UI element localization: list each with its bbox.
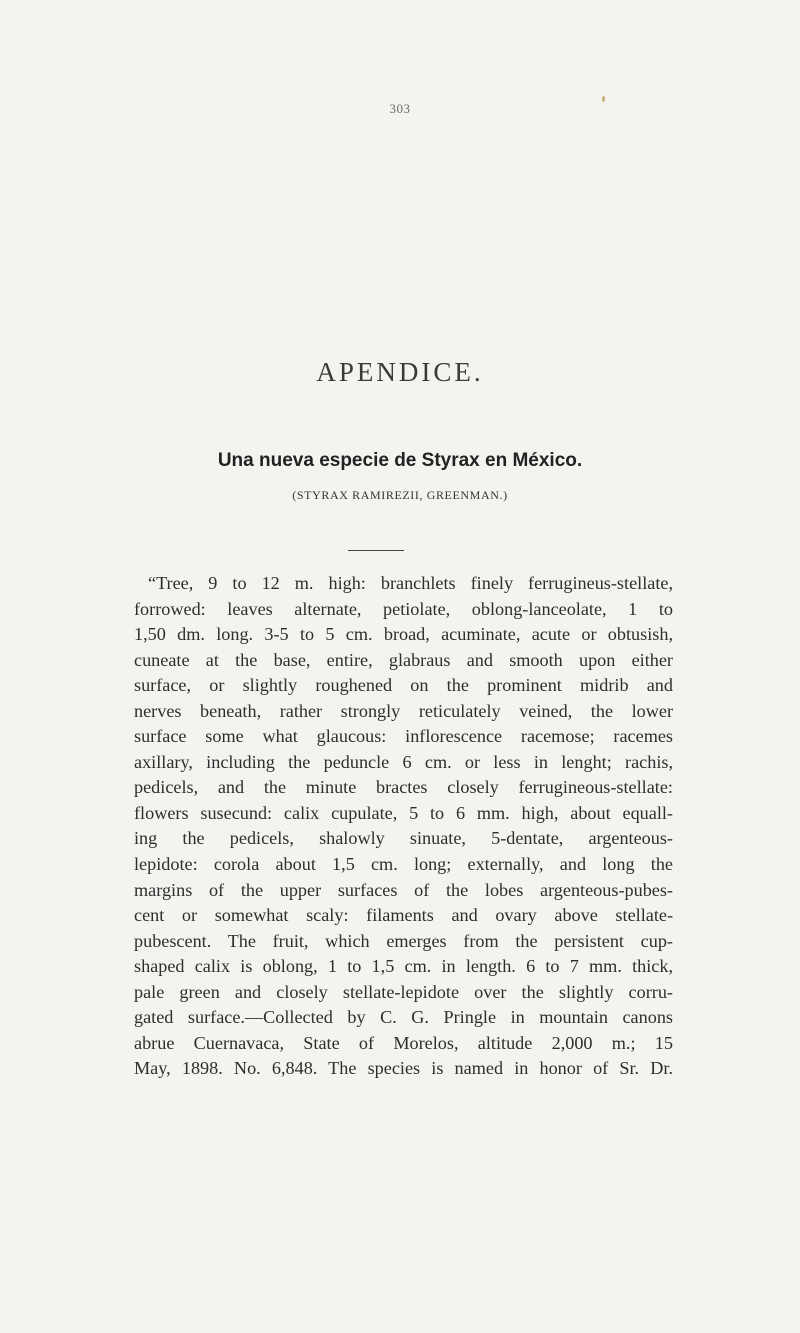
body-line: cuneate at the base, entire, glabraus and smooth upon either xyxy=(134,649,673,670)
body-line: pale green and closely stellate-lepidote over the slightly corru- xyxy=(134,981,673,1002)
body-line: pedicels, and the minute bractes closely ferrugineous-stellate: xyxy=(134,777,673,798)
body-line: axillary, including the peduncle 6 cm. or less in lenght; rachis, xyxy=(134,751,673,772)
body-line: shaped calix is oblong, 1 to 1,5 cm. in length. 6 to 7 mm. thick, xyxy=(134,956,673,977)
body-line: ing the pedicels, shalowly sinuate, 5-dentate, argenteous- xyxy=(134,828,673,849)
body-line: pubescent. The fruit, which emerges from the persistent cup- xyxy=(134,930,673,951)
article-subtitle: (STYRAX RAMIREZII, GREENMAN.) xyxy=(292,488,508,502)
body-line: lepidote: corola about 1,5 cm. long; externally, and long the xyxy=(134,854,673,875)
body-paragraph xyxy=(134,571,673,1082)
body-line: surface some what glaucous: inflorescence racemose; racemes xyxy=(134,726,673,747)
paper-speck xyxy=(602,96,605,102)
body-line: May, 1898. No. 6,848. The species is named in honor of Sr. Dr. xyxy=(134,1058,673,1079)
body-line: “Tree, 9 to 12 m. high: branchlets finely ferrugineus-stellate, xyxy=(148,573,673,593)
title-divider xyxy=(348,550,404,551)
section-title: APENDICE. xyxy=(316,357,484,387)
body-line: abrue Cuernavaca, State of Morelos, altitude 2,000 m.; 15 xyxy=(134,1032,673,1053)
body-line: flowers susecund: calix cupulate, 5 to 6 mm. high, about equall- xyxy=(134,802,673,823)
body-line: gated surface.—Collected by C. G. Pringle in mountain canons xyxy=(134,1007,673,1028)
body-line: surface, or slightly roughened on the prominent midrib and xyxy=(134,675,673,696)
article-title: Una nueva especie de Styrax en México. xyxy=(217,450,583,471)
body-line: forrowed: leaves alternate, petiolate, oblong-lanceolate, 1 to xyxy=(134,598,673,619)
body-line: cent or somewhat scaly: filaments and ovary above stellate- xyxy=(134,905,673,926)
page-number: 303 xyxy=(389,101,411,116)
body-line: 1,50 dm. long. 3-5 to 5 cm. broad, acuminate, acute or obtusish, xyxy=(134,624,673,645)
body-line: margins of the upper surfaces of the lobes argenteous-pubes- xyxy=(134,879,673,900)
body-line: nerves beneath, rather strongly reticulately veined, the lower xyxy=(134,700,673,721)
